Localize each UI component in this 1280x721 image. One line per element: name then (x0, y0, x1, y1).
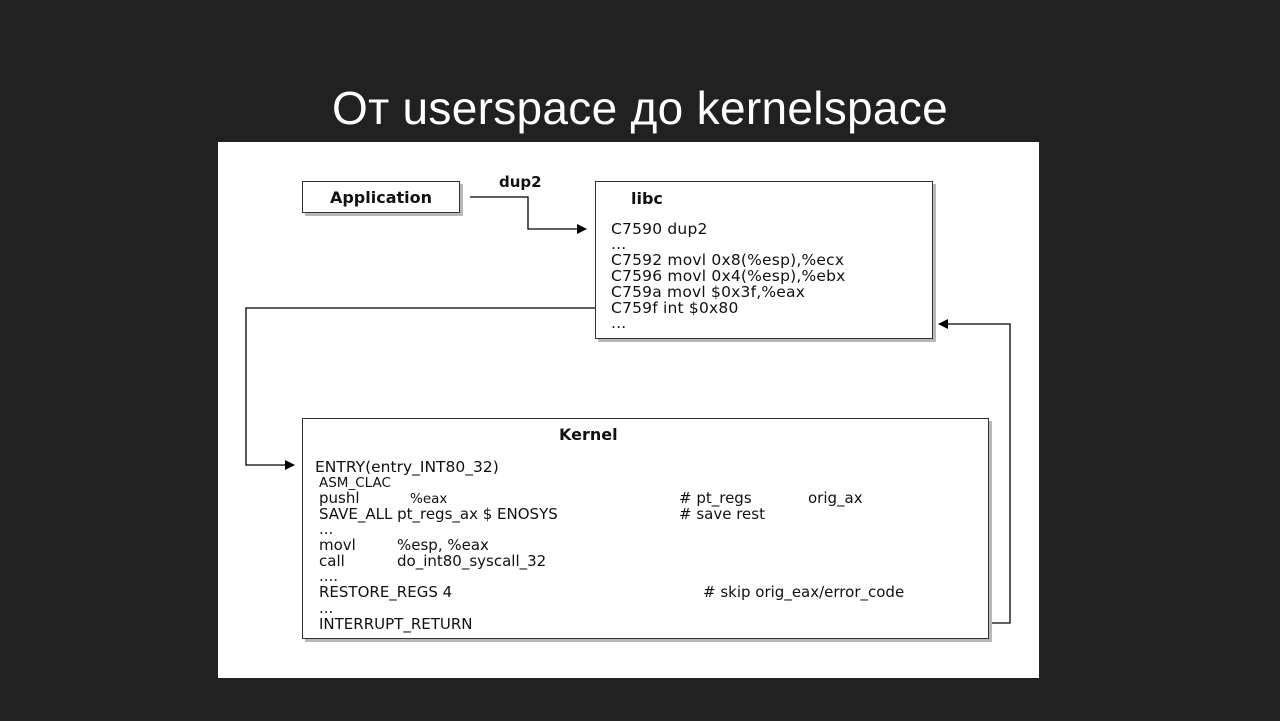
kernel-interrupt-return: INTERRUPT_RETURN (319, 615, 473, 633)
libc-line: ... (611, 314, 627, 332)
application-box (302, 181, 460, 213)
kernel-call-op: call (319, 552, 345, 570)
libc-line: C759f int $0x80 (611, 299, 739, 317)
libc-box (595, 181, 933, 339)
diagram-canvas (218, 142, 1039, 678)
application-label: Application (329, 188, 433, 207)
kernel-restore-comment: # skip orig_eax/error_code (703, 583, 905, 601)
kernel-entry: ENTRY(entry_INT80_32) (315, 458, 499, 476)
libc-line: ... (611, 235, 627, 253)
libc-line: C7590 dup2 (611, 220, 708, 238)
kernel-save-all-comment: # save rest (679, 505, 765, 523)
libc-title: libc (631, 189, 663, 208)
slide-title: От userspace до kernelspace (332, 82, 948, 134)
libc-line: C7596 movl 0x4(%esp),%ebx (611, 267, 846, 285)
kernel-pushl-arg: %eax (410, 491, 448, 507)
kernel-dots: .... (319, 567, 339, 585)
kernel-restore: RESTORE_REGS 4 (319, 583, 453, 601)
kernel-movl-op: movl (319, 536, 356, 554)
libc-line: C7592 movl 0x8(%esp),%ecx (611, 251, 845, 269)
kernel-call-arg: do_int80_syscall_32 (397, 552, 547, 570)
libc-line: C759a movl $0x3f,%eax (611, 283, 806, 301)
kernel-dots: ... (319, 520, 334, 538)
kernel-pushl-comment-target: orig_ax (808, 489, 863, 507)
kernel-box (302, 418, 989, 639)
kernel-title: Kernel (559, 425, 618, 444)
dup2-call-label: dup2 (499, 173, 542, 191)
kernel-pushl-op: pushl (319, 489, 360, 507)
kernel-asm-clac: ASM_CLAC (319, 475, 391, 491)
arrow-app-to-libc (470, 197, 586, 229)
kernel-dots: ... (319, 599, 334, 617)
kernel-pushl-comment: # pt_regs (679, 489, 752, 507)
kernel-save-all: SAVE_ALL pt_regs_ax $ ENOSYS (319, 505, 558, 523)
kernel-movl-arg: %esp, %eax (397, 536, 489, 554)
